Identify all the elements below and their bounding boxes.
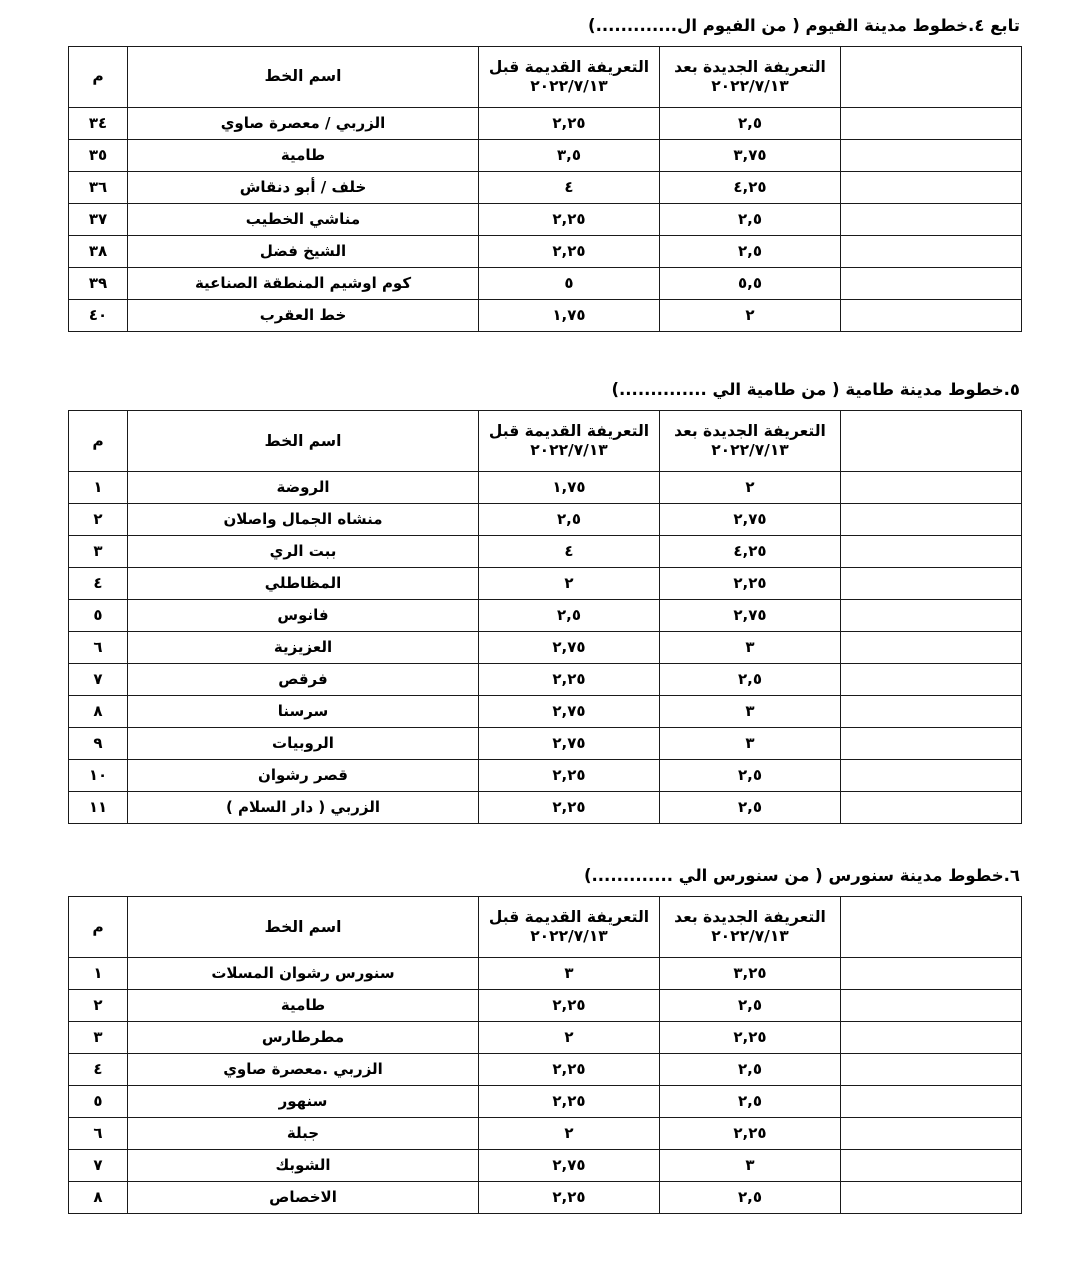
- cell-old-fare: ٥: [479, 268, 660, 300]
- column-header-old-fare-line1: التعريفة القديمة قبل: [488, 57, 650, 76]
- cell-blank: [841, 568, 1022, 600]
- cell-new-fare: ٢,٥: [660, 1054, 841, 1086]
- table-row: [69, 300, 1022, 332]
- column-header-new-fare: [660, 411, 841, 472]
- cell-index: ٤٠: [69, 300, 128, 332]
- cell-new-fare: ٣,٢٥: [660, 958, 841, 990]
- cell-blank: [841, 300, 1022, 332]
- cell-old-fare: ٢,٢٥: [479, 760, 660, 792]
- cell-line-name: قصر رشوان: [128, 760, 479, 792]
- table-row: [69, 536, 1022, 568]
- cell-blank: [841, 664, 1022, 696]
- cell-blank: [841, 1022, 1022, 1054]
- table-row: [69, 760, 1022, 792]
- column-header-new-fare-line2: ٢٠٢٢/٧/١٣: [711, 441, 789, 460]
- table-header-row: [69, 47, 1022, 108]
- cell-blank: [841, 990, 1022, 1022]
- cell-line-name: سنهور: [128, 1086, 479, 1118]
- cell-old-fare: ٢,٢٥: [479, 236, 660, 268]
- cell-line-name: ببت الري: [128, 536, 479, 568]
- cell-line-name: الزربي .معصرة صاوي: [128, 1054, 479, 1086]
- cell-blank: [841, 236, 1022, 268]
- table-row: [69, 140, 1022, 172]
- table-row: [69, 472, 1022, 504]
- column-header-line-name: اسم الخط: [128, 411, 479, 472]
- table-row: [69, 204, 1022, 236]
- cell-index: ٦: [69, 1118, 128, 1150]
- column-header-old-fare: [479, 897, 660, 958]
- table-row: [69, 1054, 1022, 1086]
- table-row: [69, 632, 1022, 664]
- column-header-old-fare-line1: التعريفة القديمة قبل: [488, 907, 650, 926]
- column-header-blank: [841, 47, 1022, 108]
- cell-line-name: العزيزية: [128, 632, 479, 664]
- cell-index: ١: [69, 472, 128, 504]
- cell-line-name: الروبيات: [128, 728, 479, 760]
- cell-line-name: الروضة: [128, 472, 479, 504]
- cell-line-name: جبلة: [128, 1118, 479, 1150]
- table-row: [69, 504, 1022, 536]
- cell-index: ١٠: [69, 760, 128, 792]
- cell-old-fare: ٢,٢٥: [479, 1182, 660, 1214]
- cell-index: ٩: [69, 728, 128, 760]
- table-row: [69, 108, 1022, 140]
- cell-old-fare: ٢,٢٥: [479, 990, 660, 1022]
- cell-new-fare: ٢,٥: [660, 792, 841, 824]
- column-header-new-fare-line1: التعريفة الجديدة بعد: [674, 907, 826, 926]
- table-header: [69, 47, 1022, 108]
- cell-new-fare: ٣: [660, 728, 841, 760]
- cell-line-name: منشاه الجمال واصلان: [128, 504, 479, 536]
- table-row: [69, 1118, 1022, 1150]
- cell-old-fare: ١,٧٥: [479, 300, 660, 332]
- cell-blank: [841, 1182, 1022, 1214]
- cell-line-name: كوم اوشيم المنطقة الصناعية: [128, 268, 479, 300]
- cell-index: ٣٦: [69, 172, 128, 204]
- table-row: [69, 568, 1022, 600]
- column-header-new-fare-line1: التعريفة الجديدة بعد: [674, 57, 826, 76]
- cell-new-fare: ٢: [660, 300, 841, 332]
- cell-blank: [841, 1086, 1022, 1118]
- cell-blank: [841, 728, 1022, 760]
- column-header-index: م: [69, 897, 128, 958]
- cell-old-fare: ٢,٥: [479, 600, 660, 632]
- section-sinnuris-city-lines: [30, 864, 1060, 1214]
- table-body: [69, 108, 1022, 332]
- cell-line-name: الزربي / معصرة صاوي: [128, 108, 479, 140]
- section-gap: [30, 332, 1060, 378]
- cell-blank: [841, 140, 1022, 172]
- table-row: [69, 958, 1022, 990]
- cell-old-fare: ٢,٧٥: [479, 632, 660, 664]
- cell-index: ٤: [69, 1054, 128, 1086]
- cell-line-name: المظاطلي: [128, 568, 479, 600]
- cell-line-name: مطرطارس: [128, 1022, 479, 1054]
- fare-table-fayoum: [68, 46, 1022, 332]
- cell-blank: [841, 1118, 1022, 1150]
- cell-old-fare: ٤: [479, 172, 660, 204]
- cell-old-fare: ٢,٢٥: [479, 108, 660, 140]
- cell-line-name: طامية: [128, 990, 479, 1022]
- table-header-row: [69, 411, 1022, 472]
- cell-blank: [841, 172, 1022, 204]
- column-header-new-fare: [660, 47, 841, 108]
- cell-line-name: الاخصاص: [128, 1182, 479, 1214]
- column-header-old-fare: [479, 411, 660, 472]
- cell-old-fare: ١,٧٥: [479, 472, 660, 504]
- table-row: [69, 1150, 1022, 1182]
- cell-blank: [841, 472, 1022, 504]
- section-fayoum-city-lines: [30, 14, 1060, 332]
- table-body: [69, 958, 1022, 1214]
- cell-line-name: فرقص: [128, 664, 479, 696]
- table-row: [69, 792, 1022, 824]
- cell-index: ٢: [69, 504, 128, 536]
- column-header-new-fare-line1: التعريفة الجديدة بعد: [674, 421, 826, 440]
- cell-blank: [841, 536, 1022, 568]
- cell-index: ٦: [69, 632, 128, 664]
- table-header: [69, 897, 1022, 958]
- cell-line-name: طامية: [128, 140, 479, 172]
- cell-line-name: خط العقرب: [128, 300, 479, 332]
- cell-index: ٨: [69, 1182, 128, 1214]
- cell-new-fare: ٢,٢٥: [660, 1118, 841, 1150]
- column-header-line-name: اسم الخط: [128, 47, 479, 108]
- cell-old-fare: ٢: [479, 1022, 660, 1054]
- column-header-new-fare-line2: ٢٠٢٢/٧/١٣: [711, 927, 789, 946]
- cell-blank: [841, 696, 1022, 728]
- cell-new-fare: ٣: [660, 632, 841, 664]
- section-title: ٥.خطوط مدينة طامية ( من طامية الي ..............): [611, 380, 1020, 400]
- cell-old-fare: ٢,٢٥: [479, 1086, 660, 1118]
- cell-new-fare: ٢,٧٥: [660, 504, 841, 536]
- cell-new-fare: ٢,٥: [660, 236, 841, 268]
- cell-new-fare: ٤,٢٥: [660, 536, 841, 568]
- cell-line-name: سرسنا: [128, 696, 479, 728]
- cell-new-fare: ٢,٥: [660, 760, 841, 792]
- table-body: [69, 472, 1022, 824]
- cell-index: ٣: [69, 1022, 128, 1054]
- fare-table-sinnuris: [68, 896, 1022, 1214]
- cell-new-fare: ٢,٢٥: [660, 1022, 841, 1054]
- cell-index: ٣٨: [69, 236, 128, 268]
- table-header: [69, 411, 1022, 472]
- cell-blank: [841, 792, 1022, 824]
- cell-index: ٧: [69, 1150, 128, 1182]
- cell-index: ٣٩: [69, 268, 128, 300]
- cell-line-name: فانوس: [128, 600, 479, 632]
- column-header-new-fare: [660, 897, 841, 958]
- cell-index: ٤: [69, 568, 128, 600]
- cell-index: ٥: [69, 600, 128, 632]
- cell-blank: [841, 632, 1022, 664]
- cell-old-fare: ٢,٢٥: [479, 792, 660, 824]
- table-row: [69, 172, 1022, 204]
- cell-old-fare: ٢,٧٥: [479, 728, 660, 760]
- column-header-old-fare-line2: ٢٠٢٢/٧/١٣: [530, 927, 608, 946]
- cell-old-fare: ٢,٢٥: [479, 204, 660, 236]
- cell-index: ٨: [69, 696, 128, 728]
- cell-new-fare: ٢,٥: [660, 990, 841, 1022]
- cell-index: ١١: [69, 792, 128, 824]
- column-header-index: م: [69, 411, 128, 472]
- cell-new-fare: ٢: [660, 472, 841, 504]
- cell-blank: [841, 204, 1022, 236]
- cell-new-fare: ٥,٥: [660, 268, 841, 300]
- cell-blank: [841, 1054, 1022, 1086]
- cell-index: ٣٥: [69, 140, 128, 172]
- cell-old-fare: ٣,٥: [479, 140, 660, 172]
- cell-new-fare: ٤,٢٥: [660, 172, 841, 204]
- table-header-row: [69, 897, 1022, 958]
- cell-index: ٣٤: [69, 108, 128, 140]
- cell-blank: [841, 1150, 1022, 1182]
- cell-line-name: الشيخ فضل: [128, 236, 479, 268]
- table-row: [69, 696, 1022, 728]
- cell-blank: [841, 760, 1022, 792]
- section-title: ٦.خطوط مدينة سنورس ( من سنورس الي .............): [583, 866, 1020, 886]
- cell-line-name: مناشي الخطيب: [128, 204, 479, 236]
- fare-table-tamiya: [68, 410, 1022, 824]
- cell-line-name: سنورس رشوان المسلات: [128, 958, 479, 990]
- cell-new-fare: ٢,٥: [660, 1086, 841, 1118]
- cell-old-fare: ٢,٥: [479, 504, 660, 536]
- cell-index: ٥: [69, 1086, 128, 1118]
- column-header-blank: [841, 897, 1022, 958]
- cell-new-fare: ٢,٥: [660, 1182, 841, 1214]
- cell-index: ٣: [69, 536, 128, 568]
- cell-new-fare: ٢,٥: [660, 664, 841, 696]
- cell-new-fare: ٣: [660, 696, 841, 728]
- cell-old-fare: ٢: [479, 1118, 660, 1150]
- table-row: [69, 1022, 1022, 1054]
- section-gap: [30, 824, 1060, 864]
- cell-new-fare: ٢,٥: [660, 204, 841, 236]
- table-row: [69, 268, 1022, 300]
- table-row: [69, 1086, 1022, 1118]
- cell-old-fare: ٢,٧٥: [479, 1150, 660, 1182]
- table-row: [69, 728, 1022, 760]
- column-header-line-name: اسم الخط: [128, 897, 479, 958]
- section-tamiya-city-lines: [30, 378, 1060, 824]
- cell-blank: [841, 268, 1022, 300]
- cell-old-fare: ٣: [479, 958, 660, 990]
- column-header-old-fare-line2: ٢٠٢٢/٧/١٣: [530, 441, 608, 460]
- section-title: تابع ٤.خطوط مدينة الفيوم ( من الفيوم ال.............): [588, 16, 1020, 35]
- cell-index: ٢: [69, 990, 128, 1022]
- cell-blank: [841, 958, 1022, 990]
- cell-new-fare: ٣: [660, 1150, 841, 1182]
- table-row: [69, 990, 1022, 1022]
- column-header-new-fare-line2: ٢٠٢٢/٧/١٣: [711, 77, 789, 96]
- cell-index: ٧: [69, 664, 128, 696]
- cell-new-fare: ٣,٧٥: [660, 140, 841, 172]
- table-row: [69, 600, 1022, 632]
- table-row: [69, 664, 1022, 696]
- table-row: [69, 1182, 1022, 1214]
- cell-blank: [841, 504, 1022, 536]
- cell-new-fare: ٢,٧٥: [660, 600, 841, 632]
- cell-old-fare: ٢,٧٥: [479, 696, 660, 728]
- cell-old-fare: ٢,٢٥: [479, 1054, 660, 1086]
- cell-old-fare: ٤: [479, 536, 660, 568]
- table-row: [69, 236, 1022, 268]
- column-header-old-fare: [479, 47, 660, 108]
- cell-line-name: خلف / أبو دنقاش: [128, 172, 479, 204]
- cell-new-fare: ٢,٥: [660, 108, 841, 140]
- column-header-blank: [841, 411, 1022, 472]
- column-header-index: م: [69, 47, 128, 108]
- cell-blank: [841, 108, 1022, 140]
- cell-blank: [841, 600, 1022, 632]
- cell-index: ١: [69, 958, 128, 990]
- cell-new-fare: ٢,٢٥: [660, 568, 841, 600]
- cell-line-name: الزربي ( دار السلام ): [128, 792, 479, 824]
- cell-old-fare: ٢: [479, 568, 660, 600]
- cell-index: ٣٧: [69, 204, 128, 236]
- cell-old-fare: ٢,٢٥: [479, 664, 660, 696]
- cell-line-name: الشوبك: [128, 1150, 479, 1182]
- column-header-old-fare-line1: التعريفة القديمة قبل: [488, 421, 650, 440]
- column-header-old-fare-line2: ٢٠٢٢/٧/١٣: [530, 77, 608, 96]
